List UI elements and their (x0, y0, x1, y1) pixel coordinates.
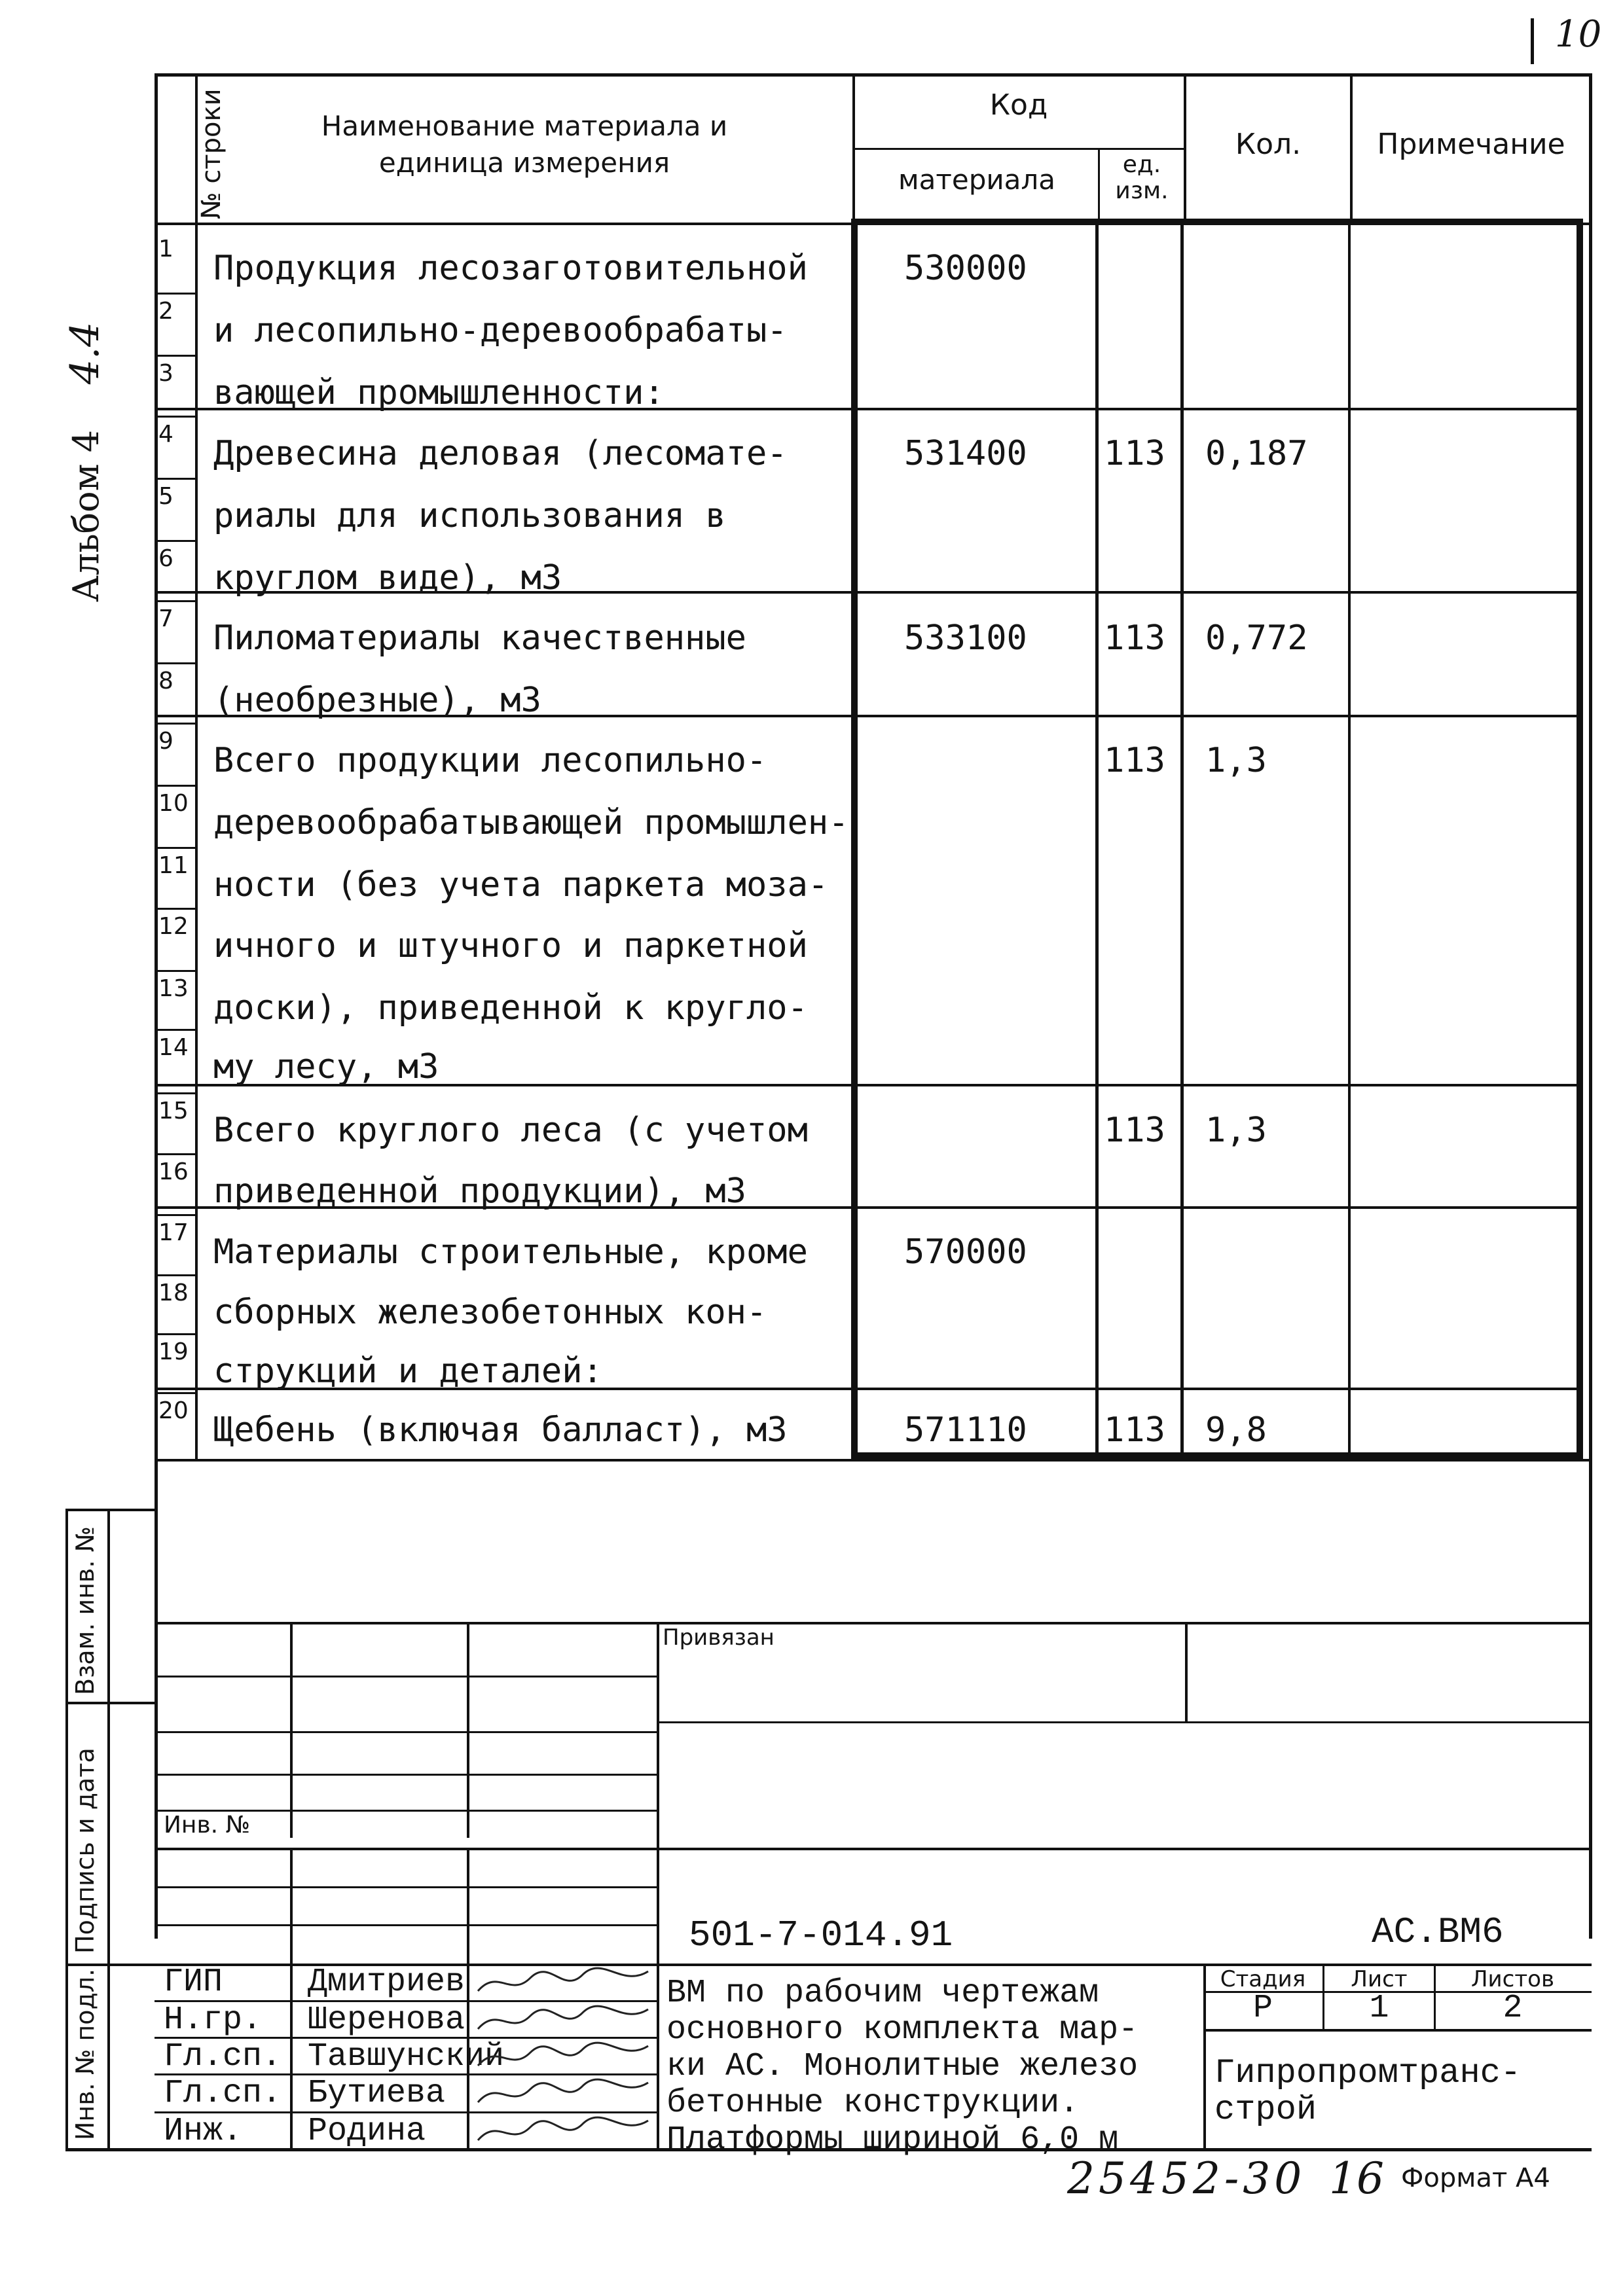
row-code: 571110 (904, 1410, 1027, 1450)
row-code: 533100 (904, 619, 1027, 658)
sheet-value: 1 (1369, 1990, 1389, 2027)
row-text: и лесопильно-деревообрабаты- (213, 311, 788, 350)
row-text: риалы для использования в (213, 496, 726, 535)
sheets-label: Листов (1470, 1966, 1554, 1992)
row-number: 15 (158, 1098, 189, 1124)
signature-mark (471, 2039, 655, 2076)
row-number: 11 (158, 852, 189, 879)
row-number: 10 (158, 790, 189, 817)
sheets-value: 2 (1503, 1990, 1523, 2027)
row-qty: 9,8 (1205, 1410, 1267, 1450)
row-number: 4 (158, 421, 173, 448)
archive-number: 25452-30 (1067, 2153, 1306, 2204)
header-qty: Кол. (1235, 128, 1302, 161)
row-text: вающей промышленности: (213, 373, 665, 412)
row-qty: 1,3 (1205, 1111, 1267, 1150)
row-text: (необрезные), м3 (213, 681, 541, 720)
table-row (155, 545, 1592, 598)
row-unit: 113 (1104, 1111, 1165, 1150)
row-unit: 113 (1104, 619, 1165, 658)
row-number: 18 (158, 1280, 189, 1306)
table-row (155, 668, 1592, 720)
table-row (155, 605, 1592, 658)
row-text: Древесина деловая (лесомате- (213, 434, 788, 473)
role-name: Родина (308, 2113, 426, 2150)
table-row (155, 1158, 1592, 1211)
role-name: Тавшунский (308, 2038, 505, 2075)
role-label: ГИП (164, 1964, 223, 2001)
row-text: ности (без учета паркета моза- (213, 865, 829, 905)
table-row (155, 421, 1592, 473)
table-row (155, 1338, 1592, 1391)
table-row (155, 1219, 1592, 1272)
signature-mark (471, 2076, 655, 2113)
doc-code: 501-7-014.91 (689, 1914, 953, 1956)
row-text: доски), приведенной к кругло- (213, 988, 808, 1028)
row-qty: 1,3 (1205, 741, 1267, 780)
table-row (155, 852, 1592, 905)
role-name: Бутиева (308, 2075, 446, 2112)
row-number: 17 (158, 1219, 189, 1246)
stage-label: Стадия (1220, 1966, 1306, 1992)
table-row (155, 975, 1592, 1028)
signature-mark (471, 1965, 655, 2001)
row-code: 570000 (904, 1232, 1027, 1272)
row-unit: 113 (1104, 741, 1165, 780)
organization: Гипропромтранс- строй (1214, 2054, 1522, 2129)
row-text: деревообрабатывающей промышлен- (213, 803, 849, 842)
row-number: 5 (158, 483, 173, 510)
row-text: Пиломатериалы качественные (213, 619, 746, 658)
side-podpis-data: Подпись и дата (71, 1748, 100, 1954)
row-text: Продукция лесозаготовительной (213, 249, 808, 288)
role-label: Гл.сп. (164, 2075, 282, 2112)
row-number: 20 (158, 1397, 189, 1424)
role-label: Н.гр. (164, 2001, 263, 2039)
row-text: ичного и штучного и паркетной (213, 926, 808, 965)
privyazan-label: Привязан (663, 1624, 775, 1651)
row-text: Всего продукции лесопильно- (213, 741, 767, 780)
row-qty: 0,772 (1205, 619, 1308, 658)
table-row (155, 728, 1592, 780)
row-number: 2 (158, 298, 173, 325)
table-row (155, 298, 1592, 350)
inv-no-label: Инв. № (164, 1812, 251, 1839)
row-unit: 113 (1104, 434, 1165, 473)
table-row (155, 360, 1592, 412)
row-text: сборных железобетонных кон- (213, 1293, 767, 1332)
role-label: Инж. (164, 2113, 243, 2150)
signature-mark (471, 2114, 655, 2151)
signature-mark (471, 2003, 655, 2039)
row-number: 6 (158, 545, 173, 572)
header-code-material: материала (898, 164, 1055, 196)
header-note: Примечание (1377, 128, 1565, 161)
row-number: 7 (158, 605, 173, 632)
table-row (155, 790, 1592, 842)
sheet-label: Лист (1351, 1966, 1408, 1992)
row-number: 8 (158, 668, 173, 694)
row-qty: 0,187 (1205, 434, 1308, 473)
side-inv-podl: Инв. № подл. (71, 1968, 100, 2140)
table-row (155, 483, 1592, 535)
stage-value: Р (1252, 1990, 1273, 2027)
footer-page: 16 (1329, 2153, 1384, 2204)
table-row (155, 1280, 1592, 1332)
row-number: 1 (158, 236, 173, 262)
row-text: приведенной продукции), м3 (213, 1172, 746, 1211)
format-label: Формат А4 (1401, 2163, 1550, 2193)
row-number: 16 (158, 1158, 189, 1185)
role-label: Гл.сп. (164, 2038, 282, 2075)
table-row (155, 1397, 1592, 1450)
header-code: Код (989, 88, 1048, 122)
role-name: Шеренова (308, 2001, 465, 2039)
role-name: Дмитриев (308, 1964, 465, 2001)
drawing-title: ВМ по рабочим чертежам основного комплекта мар- ки АС. Монолитные железо бетонные конструкции. Платформы шириной 6,0 м (666, 1975, 1139, 2159)
row-number: 9 (158, 728, 173, 755)
row-unit: 113 (1104, 1410, 1165, 1450)
table-row (155, 1098, 1592, 1150)
row-text: Щебень (включая балласт), м3 (213, 1410, 788, 1450)
side-vzam-inv: Взам. инв. № (71, 1526, 100, 1695)
row-code: 531400 (904, 434, 1027, 473)
row-number: 3 (158, 360, 173, 387)
table-row (155, 236, 1592, 288)
row-text: Материалы строительные, кроме (213, 1232, 808, 1272)
table-row (155, 913, 1592, 965)
row-text: струкций и деталей: (213, 1352, 603, 1391)
album-handwritten: 4.4 (62, 321, 108, 385)
row-number: 14 (158, 1034, 189, 1061)
row-text: круглом виде), м3 (213, 558, 562, 598)
table-row (155, 1034, 1592, 1086)
row-number: 12 (158, 913, 189, 940)
header-row-no: № строки (196, 88, 227, 219)
row-number: 19 (158, 1338, 189, 1365)
header-code-unit: ед. изм. (1115, 151, 1169, 204)
album-label: Альбом 4 4.4 (62, 321, 108, 602)
corner-page-number: 10 (1555, 13, 1602, 56)
row-code: 530000 (904, 249, 1027, 288)
doc-mark: АС.ВМ6 (1372, 1911, 1504, 1953)
header-name: Наименование материала и единица измерения (321, 110, 728, 179)
row-text: му лесу, м3 (213, 1047, 439, 1086)
row-text: Всего круглого леса (с учетом (213, 1111, 808, 1150)
row-number: 13 (158, 975, 189, 1002)
